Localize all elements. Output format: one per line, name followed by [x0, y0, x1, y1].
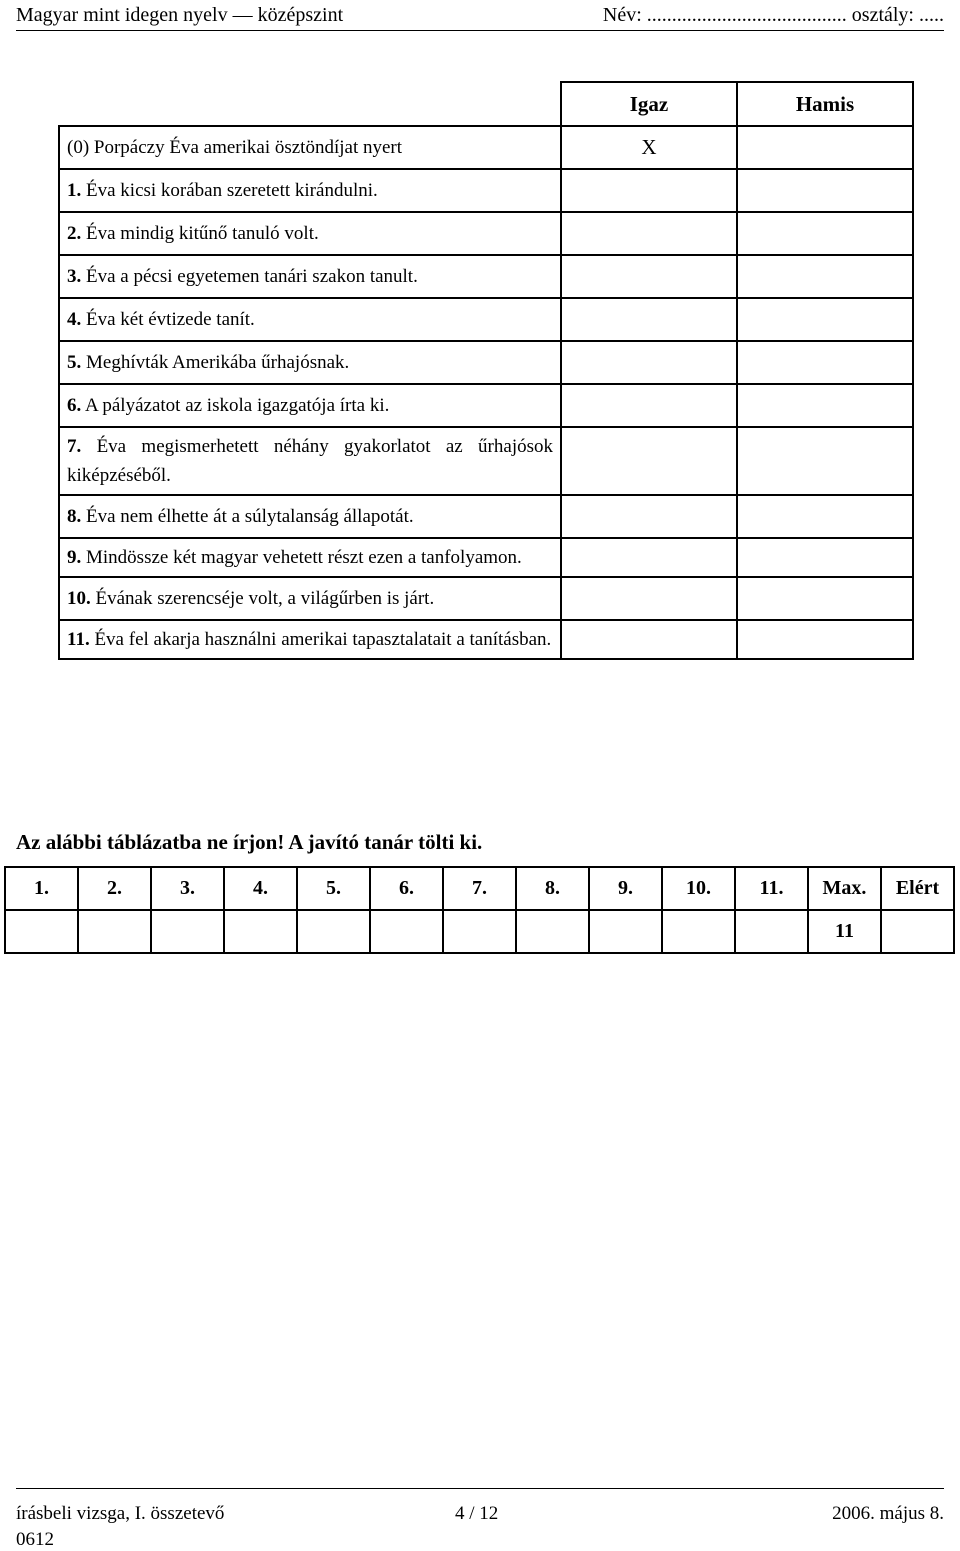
score-header-cell: 10. — [662, 867, 735, 910]
true-answer-cell[interactable] — [561, 384, 737, 427]
statement-number: (0) — [67, 137, 90, 158]
false-column-header: Hamis — [737, 82, 913, 126]
statement-cell — [59, 577, 561, 620]
grader-note: Az alábbi táblázatba ne írjon! A javító tanár tölti ki. — [16, 830, 483, 854]
true-answer-cell[interactable] — [561, 620, 737, 659]
statement-number: 2. — [67, 223, 82, 244]
score-table — [4, 866, 955, 954]
statement-cell — [59, 620, 561, 659]
statement-cell — [59, 341, 561, 384]
score-header-cell: 11. — [735, 867, 808, 910]
blank-header — [59, 82, 561, 126]
subject-title: Magyar mint idegen nyelv — középszint — [16, 4, 344, 26]
false-answer-cell[interactable] — [737, 538, 913, 577]
statement-rows — [59, 126, 913, 659]
statement-row — [59, 427, 913, 495]
true-column-header: Igaz — [561, 82, 737, 126]
page-number: 4 / 12 — [455, 1503, 499, 1524]
score-value-cell — [78, 910, 151, 953]
statement-number: 3. — [67, 266, 82, 287]
statement-cell — [59, 538, 561, 577]
statement-row — [59, 212, 913, 255]
score-value-cell — [370, 910, 443, 953]
statement-cell — [59, 255, 561, 298]
true-answer-cell[interactable] — [561, 538, 737, 577]
score-header-cell: Max. — [808, 867, 881, 910]
statement-text: Éva kicsi korában szeretett kirándulni. — [86, 180, 378, 201]
score-value-cell — [589, 910, 662, 953]
score-header-cell: 5. — [297, 867, 370, 910]
exam-date: 2006. május 8. — [832, 1503, 944, 1524]
score-value-cell — [224, 910, 297, 953]
score-value-cell — [735, 910, 808, 953]
false-answer-cell[interactable] — [737, 620, 913, 659]
statement-text: A pályázatot az iskola igazgatója írta ki. — [84, 395, 390, 416]
statement-cell — [59, 298, 561, 341]
score-header-cell: 6. — [370, 867, 443, 910]
score-header-cell: 7. — [443, 867, 516, 910]
score-value-cell — [151, 910, 224, 953]
score-header-cell: 4. — [224, 867, 297, 910]
statement-row — [59, 255, 913, 298]
true-answer-cell[interactable] — [561, 298, 737, 341]
statement-number: 1. — [67, 180, 82, 201]
score-value-cell — [516, 910, 589, 953]
statement-row — [59, 126, 913, 169]
false-answer-cell[interactable] — [737, 341, 913, 384]
false-answer-cell[interactable] — [737, 577, 913, 620]
true-answer-cell[interactable] — [561, 341, 737, 384]
score-value-cell — [5, 910, 78, 953]
statement-text: Éva mindig kitűnő tanuló volt. — [86, 223, 319, 244]
statement-text: Éva a pécsi egyetemen tanári szakon tanult. — [86, 266, 418, 287]
statement-number: 8. — [67, 506, 82, 527]
statement-number: 6. — [67, 395, 82, 416]
page-header — [16, 4, 944, 31]
false-answer-cell[interactable] — [737, 298, 913, 341]
score-value-cell: 11 — [808, 910, 881, 953]
exam-code: 0612 — [16, 1529, 54, 1550]
statement-number: 10. — [67, 588, 91, 609]
statement-row — [59, 577, 913, 620]
score-header-row — [5, 867, 954, 910]
statement-text: Évának szerencséje volt, a világűrben is járt. — [95, 588, 435, 609]
score-value-row — [5, 910, 954, 953]
statement-text: Éva fel akarja használni amerikai tapasztalatait a tanításban. — [94, 629, 552, 650]
statement-row — [59, 620, 913, 659]
exam-label: írásbeli vizsga, I. összetevő — [16, 1503, 225, 1524]
statement-text: Éva nem élhette át a súlytalanság állapotát. — [86, 506, 414, 527]
score-value-cell — [881, 910, 954, 953]
score-header-cell: 9. — [589, 867, 662, 910]
false-answer-cell[interactable] — [737, 384, 913, 427]
statement-cell — [59, 384, 561, 427]
score-header-cell: Elért — [881, 867, 954, 910]
score-header-cell: 3. — [151, 867, 224, 910]
statement-number: 4. — [67, 309, 82, 330]
statement-cell — [59, 126, 561, 169]
statement-text: Éva megismerhetett néhány gyakorlatot az űrhajósok kiképzéséből. — [67, 436, 553, 486]
false-answer-cell[interactable] — [737, 126, 913, 169]
true-answer-cell[interactable] — [561, 255, 737, 298]
true-answer-cell[interactable] — [561, 169, 737, 212]
score-header-cell: 1. — [5, 867, 78, 910]
false-answer-cell[interactable] — [737, 255, 913, 298]
name-class-field: Név: ........................................ osztály: ..... — [602, 4, 944, 26]
statement-cell — [59, 427, 561, 495]
true-answer-cell[interactable] — [561, 427, 737, 495]
true-false-table — [58, 81, 914, 660]
score-value-cell — [443, 910, 516, 953]
statement-row — [59, 495, 913, 538]
statement-row — [59, 169, 913, 212]
statement-number: 7. — [67, 436, 82, 457]
statement-number: 5. — [67, 352, 82, 373]
statement-number: 11. — [67, 629, 90, 650]
statement-text: Porpáczy Éva amerikai ösztöndíjat nyert — [93, 137, 403, 158]
statement-number: 9. — [67, 547, 82, 568]
true-answer-cell[interactable] — [561, 577, 737, 620]
score-header-cell: 8. — [516, 867, 589, 910]
score-header-cell: 2. — [78, 867, 151, 910]
true-answer-cell[interactable]: X — [561, 126, 737, 169]
statement-text: Mindössze két magyar vehetett részt ezen a tanfolyamon. — [86, 547, 522, 568]
false-answer-cell[interactable] — [737, 212, 913, 255]
statement-row — [59, 384, 913, 427]
score-value-cell — [662, 910, 735, 953]
statement-text: Meghívták Amerikába űrhajósnak. — [86, 352, 350, 373]
statement-text: Éva két évtizede tanít. — [86, 309, 255, 330]
false-answer-cell[interactable] — [737, 495, 913, 538]
true-answer-cell[interactable] — [561, 495, 737, 538]
page-footer — [16, 1488, 944, 1550]
statement-cell — [59, 212, 561, 255]
statement-cell — [59, 169, 561, 212]
false-answer-cell[interactable] — [737, 169, 913, 212]
statement-row — [59, 298, 913, 341]
statement-cell — [59, 495, 561, 538]
true-answer-cell[interactable] — [561, 212, 737, 255]
statement-row — [59, 341, 913, 384]
score-value-cell — [297, 910, 370, 953]
false-answer-cell[interactable] — [737, 427, 913, 495]
statement-row — [59, 538, 913, 577]
